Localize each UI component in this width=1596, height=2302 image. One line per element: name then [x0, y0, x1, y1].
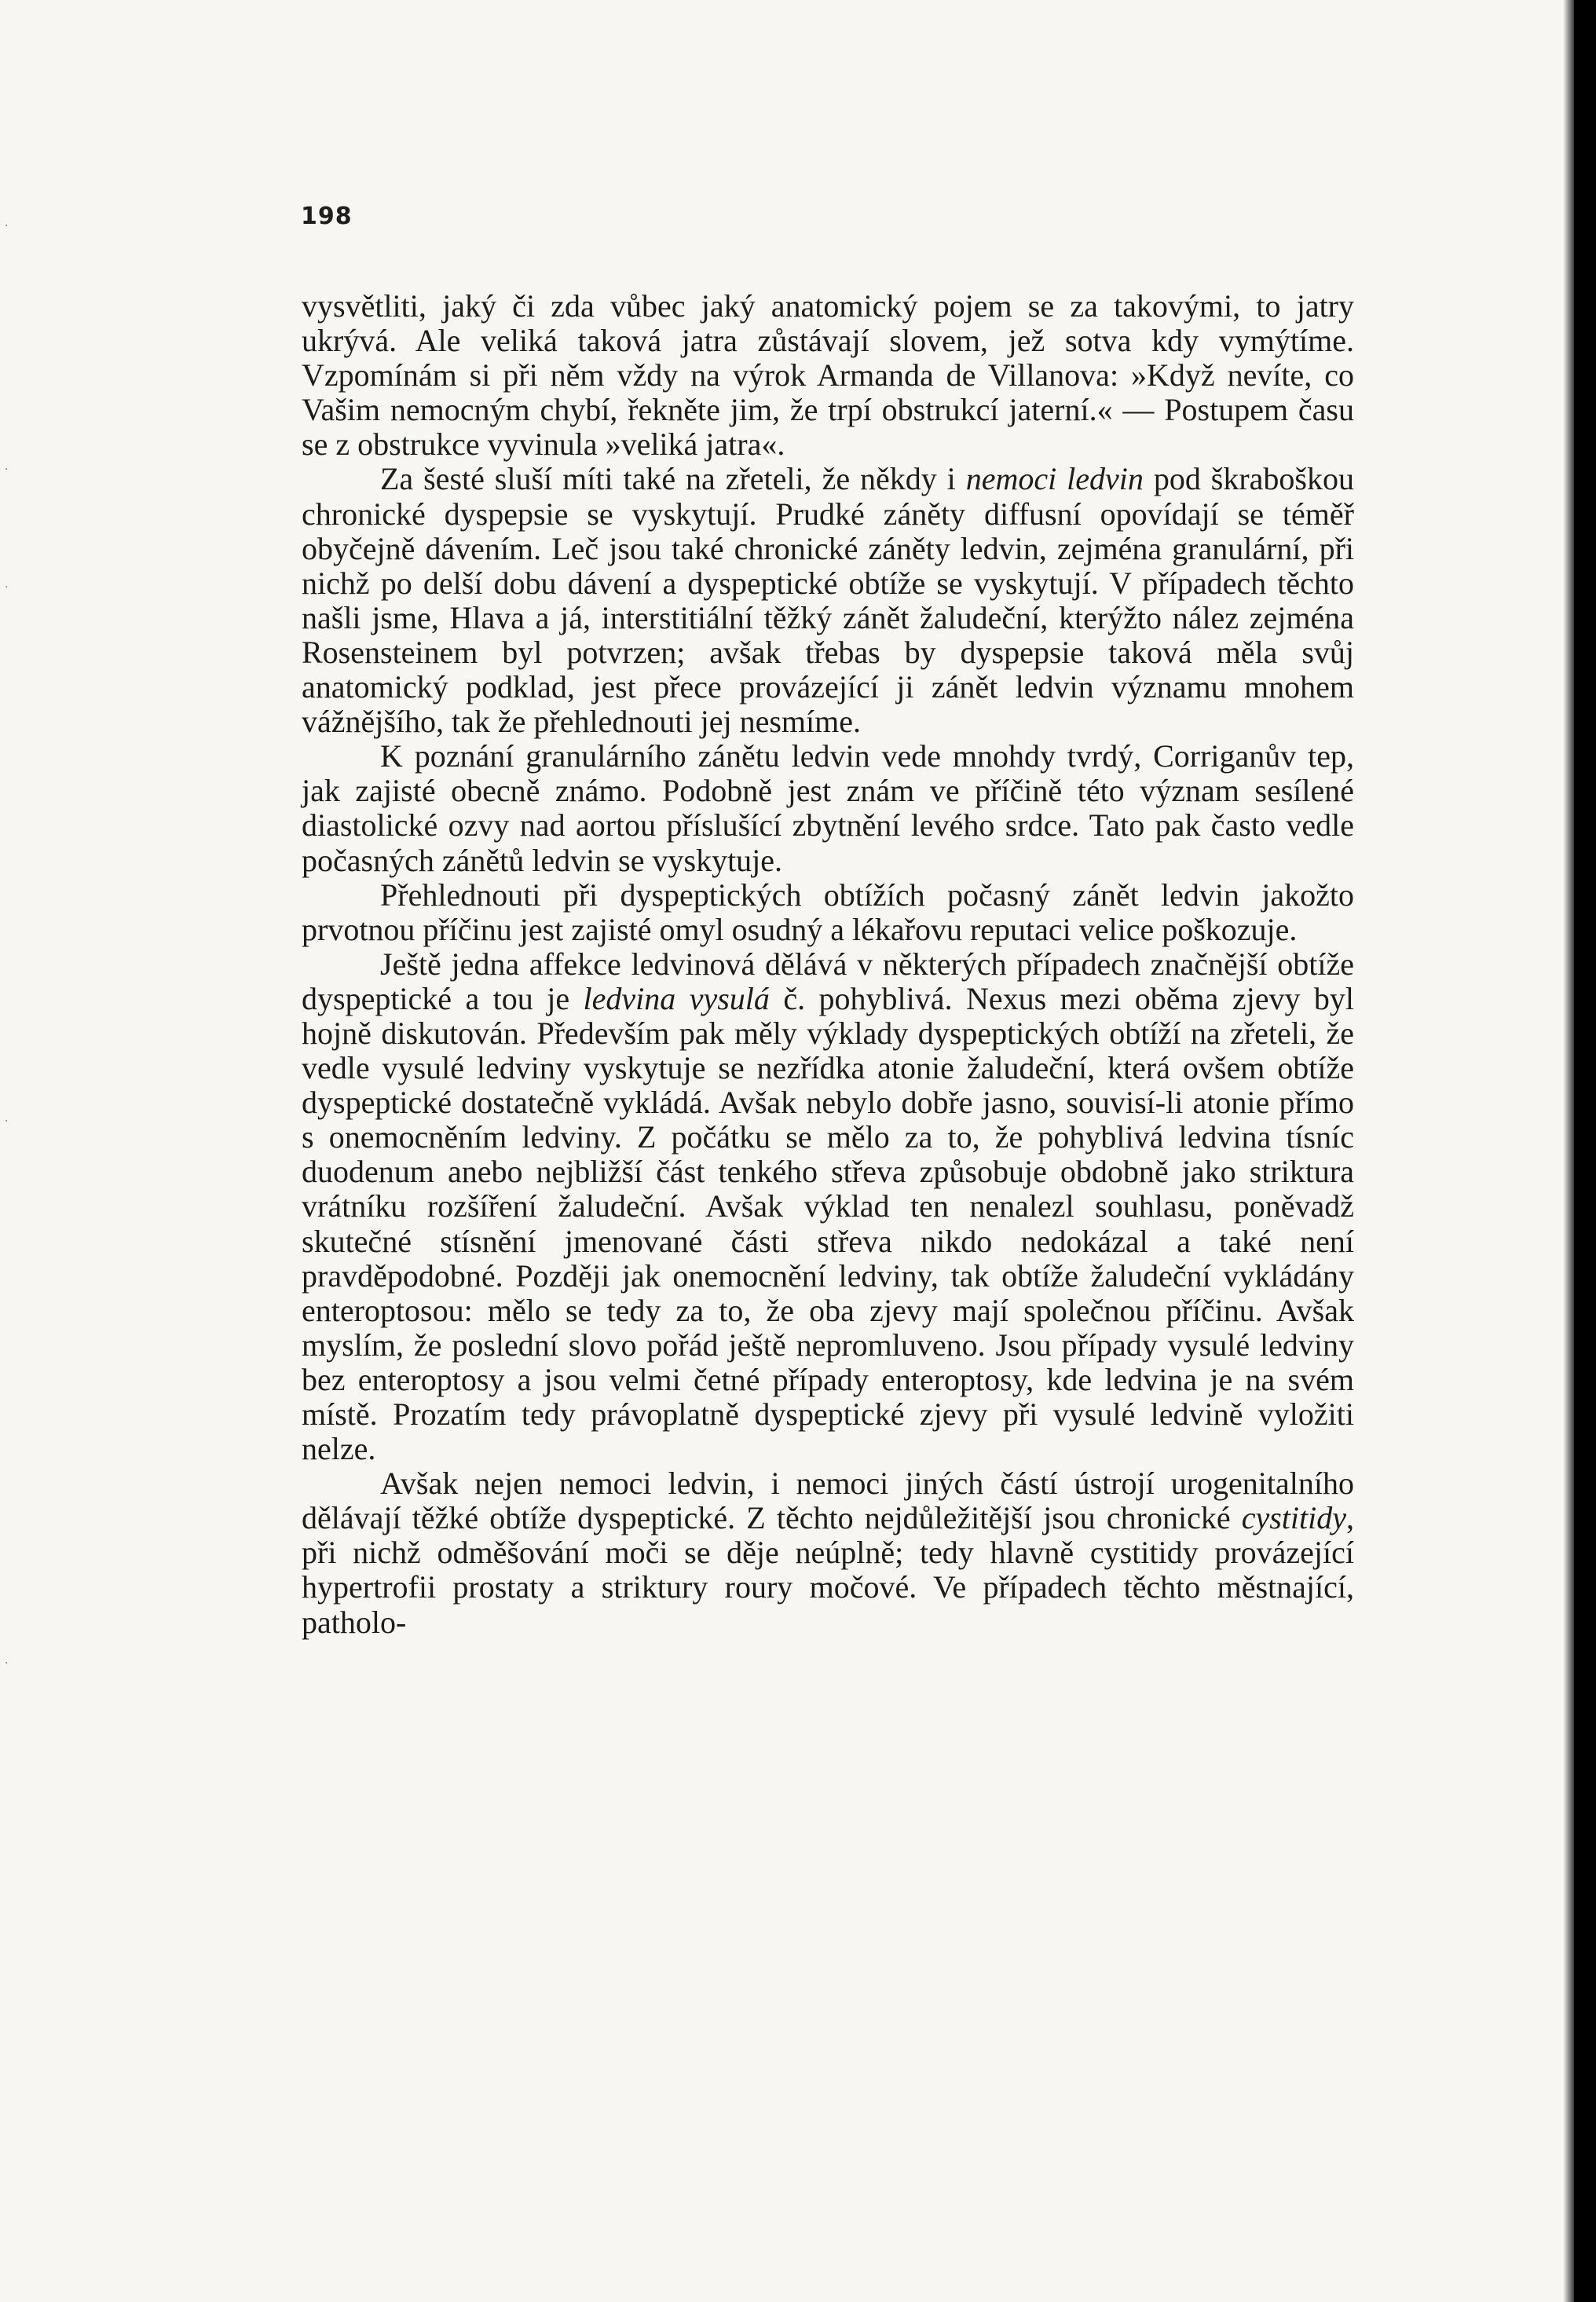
- italic-term: nemoci ledvin: [965, 461, 1144, 497]
- text-run: pod škraboškou chronické dyspepsie se vyskytují. Prudké záněty diffusní opovídají se téměř obyčejně dávením. Leč jsou také chronické záněty ledvin, zejména granulární, při nichž po delší dobu dávení a dyspeptické obtíže se vyskytují. V případech těchto našli jsme, Hlava a já, interstitiální těžký zánět žaludeční, kterýžto nález zejména Rosensteinem byl potvrzen; avšak třebas by dyspepsie taková měla svůj anatomický podklad, jest přece provázející ji zánět ledvin významu mnohem vážnějšího, tak že přehlednouti jej nesmíme.: [302, 461, 1354, 740]
- paragraph: [302, 878, 1354, 947]
- text-run: K poznání granulárního zánětu ledvin vede mnohdy tvrdý, Corriganův tep, jak zajisté obecně známo. Podobně jest znám ve příčině této význam sesílené diastolické ozvy nad aortou příslušící zbytnění levého srdce. Tato pak často vedle počasných zánětů ledvin se vyskytuje.: [302, 738, 1354, 878]
- text-run: č. pohyblivá. Nexus mezi oběma zjevy byl hojně diskutován. Především pak měly výklady dyspeptických obtíží na zřeteli, že vedle vysulé ledviny vyskytuje se nezřídka atonie žaludeční, která ovšem obtíže dyspeptické dostatečně vykládá. Avšak nebylo dobře jasno, souvisí-li atonie přímo s onemocněním ledviny. Z počátku se mělo za to, že pohyblivá ledvina tísníc duodenum anebo nejbližší část tenkého střeva způsobuje obdobně jako striktura vrátníku rozšíření žaludeční. Avšak výklad ten nenalezl souhlasu, poněvadž skutečné stísnění jmenované části střeva nikdo nedokázal a také není pravděpodobné. Později jak onemocnění ledviny, tak obtíže žaludeční vykládány enteroptosou: mělo se tedy za to, že oba zjevy mají společnou příčinu. Avšak myslím, že poslední slovo pořád ještě nepromluveno. Jsou případy vysulé ledviny bez enteroptosy a jsou velmi četné případy enteroptosy, kde ledvina je na svém místě. Prozatím tedy právoplatně dyspeptické zjevy při vysulé ledvině vyložiti nelze.: [302, 980, 1354, 1467]
- text-run: Za šesté sluší míti také na zřeteli, že někdy i: [380, 461, 966, 497]
- body-text: [302, 289, 1354, 1640]
- paragraph: [302, 739, 1354, 877]
- italic-term: cystitidy: [1241, 1500, 1346, 1536]
- text-run: Přehlednouti při dyspeptických obtížích počasný zánět ledvin jakožto prvotnou příčinu jest zajisté omyl osudný a lékařovu reputaci velice poškozuje.: [302, 877, 1354, 947]
- page-number: 198: [301, 203, 353, 230]
- scan-margin-speck: ·: [5, 1657, 9, 1670]
- text-run: vysvětliti, jaký či zda vůbec jaký anatomický pojem se za takovými, to jatry ukrývá. Ale veliká taková jatra zůstávají slovem, jež sotva kdy vymýtíme. Vzpomínám si při něm vždy na výrok Armanda de Villanova: »Když nevíte, co Vašim nemocným chybí, řekněte jim, že trpí obstrukcí jaterní.« — Postupem času se z obstrukce vyvinula »veliká jatra«.: [302, 288, 1354, 463]
- text-run: Avšak nejen nemoci ledvin, i nemoci jiných částí ústrojí urogenitalního dělávají těžké obtíže dyspeptické. Z těchto nejdůležitější jsou chronické: [302, 1466, 1354, 1536]
- paragraph: [302, 1466, 1354, 1639]
- scan-margin-speck: ·: [5, 581, 9, 594]
- paragraph: [302, 947, 1354, 1466]
- scan-margin-speck: ·: [5, 1115, 9, 1128]
- page-edge-shadow: [1563, 0, 1574, 2302]
- paragraph: [302, 462, 1354, 739]
- scan-margin-speck: ·: [5, 463, 9, 476]
- text-run: Ještě jedna affekce ledvinová dělává v některých případech značnější obtíže dyspeptické a tou je: [302, 946, 1354, 1016]
- text-run: , při nichž odměšování moči se děje neúplně; tedy hlavně cystitidy provázející hypertrofii prostaty a striktury roury močové. Ve případech těchto městnající, patholo-: [302, 1500, 1354, 1640]
- italic-term: ledvina vysulá: [583, 980, 770, 1016]
- scan-margin-speck: ·: [5, 220, 9, 232]
- paragraph: [302, 289, 1354, 462]
